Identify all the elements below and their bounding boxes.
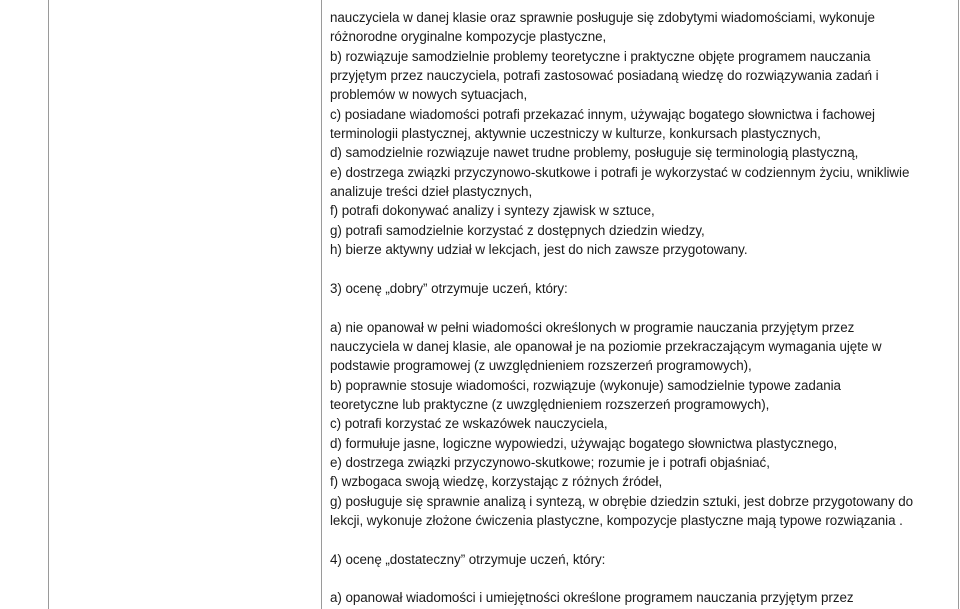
text-line: g) potrafi samodzielnie korzystać z dostępnych dziedzin wiedzy, [330,222,705,238]
text-line: d) samodzielnie rozwiązuje nawet trudne problemy, posługuje się terminologią plastyczną, [330,145,859,161]
section-heading-good: 3) ocenę „dobry” otrzymuje uczeń, który: [330,280,568,296]
text-line: e) dostrzega związki przyczynowo-skutkowe i potrafi je wykorzystać w codziennym życiu, wnikliwie [330,164,910,180]
text-line: teoretyczne lub praktyczne (z uwzględnieniem rozszerzeń programowych), [330,396,770,412]
text-line: f) wzbogaca swoją wiedzę, korzystając z różnych źródeł, [330,474,663,490]
text-line: lekcji, wykonuje złożone ćwiczenia plastyczne, kompozycje plastyczne mają typowe rozwiązania . [330,512,903,528]
text-line: h) bierze aktywny udział w lekcjach, jest do nich zawsze przygotowany. [330,242,748,258]
blank-line [330,530,958,549]
text-line: b) poprawnie stosuje wiadomości, rozwiązuje (wykonuje) samodzielnie typowe zadania [330,377,841,393]
text-line: c) posiadane wiadomości potrafi przekazać innym, używając bogatego słownictwa i fachowej [330,106,875,122]
text-line: b) rozwiązuje samodzielnie problemy teoretyczne i praktyczne objęte programem nauczania [330,48,871,64]
text-line: analizuje treści dzieł plastycznych, [330,184,533,200]
text-line: różnorodne oryginalne kompozycje plastyczne, [330,29,607,45]
text-line: terminologii plastycznej, aktywnie uczestniczy w kulturze, konkursach plastycznych, [330,126,821,142]
text-line: przyjętym przez nauczyciela, potrafi zastosować posiadaną wiedzę do rozwiązywania zadań i [330,68,879,84]
text-line: e) dostrzega związki przyczynowo-skutkowe; rozumie je i potrafi objaśniać, [330,454,770,470]
table-border-middle [321,0,322,609]
text-line: a) nie opanował w pełni wiadomości określonych w programie nauczania przyjętym przez [330,319,855,335]
section-heading-sufficient: 4) ocenę „dostateczny” otrzymuje uczeń, który: [330,551,606,567]
text-line: g) posługuje się sprawnie analizą i syntezą, w obrębie dziedzin sztuki, jest dobrze przygotowany do [330,493,914,509]
grading-criteria-cell [330,8,958,608]
text-line: podstawie programowej (z uwzględnieniem rozszerzeń programowych), [330,358,752,374]
blank-line [330,298,958,317]
text-line: nauczyciela w danej klasie, ale opanował je na poziomie przekraczającym wymagania ujęte w [330,338,882,354]
text-line: f) potrafi dokonywać analizy i syntezy zjawisk w sztuce, [330,203,655,219]
text-line: d) formułuje jasne, logiczne wypowiedzi, używając bogatego słownictwa plastycznego, [330,435,838,451]
text-line: problemów w nowych sytuacjach, [330,87,528,103]
table-border-right [958,0,959,609]
text-line: nauczyciela w danej klasie oraz sprawnie posługuje się zdobytymi wiadomościami, wykonuje [330,10,875,25]
table-border-left [48,0,49,609]
blank-line [330,259,958,278]
text-line: c) potrafi korzystać ze wskazówek nauczyciela, [330,416,608,432]
blank-line [330,569,958,588]
text-line: a) opanował wiadomości i umiejętności określone programem nauczania przyjętym przez [330,590,854,606]
